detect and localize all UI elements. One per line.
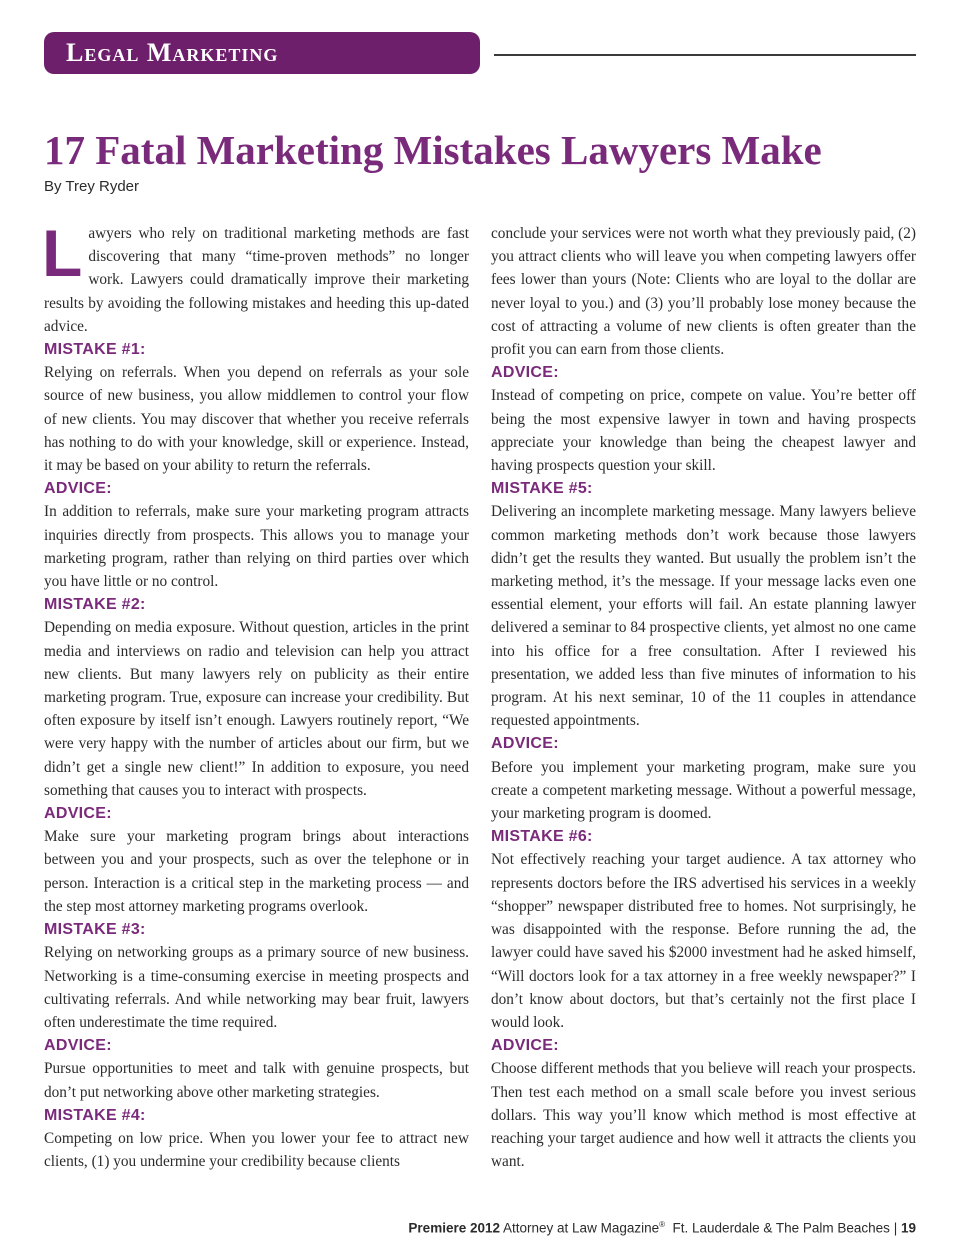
advice-1-text: In addition to referrals, make sure your marketing program attracts inquiries directly from prospects. This allows you to manage your marketing program, rather than relying on third parties over which you have little or no control. — [44, 503, 469, 591]
mistake-4-heading: MISTAKE #4: — [44, 1106, 146, 1124]
mistake-1-text: Relying on referrals. When you depend on referrals as your sole source of new business, you allow middlemen to control your flow of new clients. You may discover that whether you receive referrals has nothing to do with your knowledge, skill or experience. Instead, it may be based on your ability to return the referrals. — [44, 364, 469, 475]
footer-publication: Attorney at Law Magazine — [503, 1220, 660, 1236]
right-column — [491, 222, 916, 1173]
advice-4-text: Instead of competing on price, compete on value. You’re better off being the most expensive lawyer in town and having prospects appreciate your knowledge than being the cheapest lawyer and having prospects question your skill. — [491, 387, 916, 475]
advice-3-text: Pursue opportunities to meet and talk with genuine prospects, but don’t put networking above other marketing strategies. — [44, 1060, 469, 1101]
advice-6-text: Choose different methods that you believe will reach your prospects. Then test each method on a small scale before you invest serious dollars. This way you’ll know which method is most effective at reaching your target audience and how well it attracts the clients you want. — [491, 1060, 916, 1171]
mistake-1-heading: MISTAKE #1: — [44, 341, 146, 359]
advice-2-heading: ADVICE: — [44, 805, 112, 823]
footer-separator: | — [893, 1220, 898, 1236]
mistake-2-text: Depending on media exposure. Without question, articles in the print media and interviews on radio and television can help you attract new clients. But many lawyers rely on publicity as their entire marketing program. True, exposure can increase your credibility. But often exposure by itself isn’t enough. Lawyers routinely report, “We were very happy with the number of articles about our firm, but we didn’t get a single new client!” In addition to exposure, you need something that causes you to interact with prospects. — [44, 619, 469, 799]
mistake-2-heading: MISTAKE #2: — [44, 596, 146, 614]
mistake-3-heading: MISTAKE #3: — [44, 921, 146, 939]
advice-1-heading: ADVICE: — [44, 480, 112, 498]
mistake-5-text: Delivering an incomplete marketing message. Many lawyers believe common marketing methods don’t work because those lawyers didn’t get the results they wanted. But usually the problem isn’t the marketing method, it’s the message. If your message lacks even one essential element, your efforts will fail. An estate planning lawyer delivered a seminar to 84 prospective clients, yet almost no one came into his office for a free consultation. After I reviewed his presentation, we added less than five minutes of information to his program. At his next seminar, 10 of the 11 couples in attendance requested appointments. — [491, 503, 916, 730]
mistake-5-heading: MISTAKE #5: — [491, 480, 593, 498]
article-title: 17 Fatal Marketing Mistakes Lawyers Make — [44, 127, 822, 173]
drop-cap: L — [42, 216, 83, 290]
advice-4-heading: ADVICE: — [491, 364, 559, 382]
mistake-3-text: Relying on networking groups as a primary source of new business. Networking is a time-consuming exercise in meeting prospects and cultivating referrals. And while networking may bear fruit, lawyers often underestimate the time required. — [44, 944, 469, 1031]
intro-text: awyers who rely on traditional marketing methods are fast discovering that many “time-proven methods” no longer work. Lawyers could dramatically improve their marketing results by avoiding the following mistakes and heeding this up-dated advice. — [44, 225, 469, 335]
section-label: Legal Marketing — [66, 38, 279, 67]
mistake-4-continued-text: conclude your services were not worth what they previously paid, (2) you attract clients who will leave you when competing lawyers offer fees lower than yours (Note: Clients who are loyal to the dollar are never loyal to you.) and (3) you’ll probably lose money because the cost of attracting a volume of new clients is often greater than the profit you can earn from those clients. — [491, 225, 916, 359]
section-banner — [44, 32, 480, 74]
left-column — [42, 216, 469, 1173]
advice-3-heading: ADVICE: — [44, 1037, 112, 1055]
intro-paragraph — [42, 216, 469, 338]
byline: By Trey Ryder — [44, 178, 140, 195]
footer-issue: Premiere 2012 — [408, 1220, 500, 1236]
advice-2-text: Make sure your marketing program brings about interactions between you and your prospects, such as over the telephone or in person. Interaction is a critical step in the marketing process — and the step most attorney marketing programs overlook. — [44, 828, 469, 915]
page-footer — [408, 1220, 916, 1236]
advice-5-heading: ADVICE: — [491, 735, 559, 753]
footer-edition: Ft. Lauderdale & The Palm Beaches — [672, 1220, 890, 1236]
advice-6-heading: ADVICE: — [491, 1037, 559, 1055]
mistake-6-text: Not effectively reaching your target audience. A tax attorney who represents doctors before the IRS advertised his services in a weekly “shopper” newspaper distributed free to homes. Not surprisingly, he was disappointed with the response. Before running the ad, the lawyer could have saved his $2000 investment had he asked himself, “Will doctors look for a tax attorney in a free weekly newspaper?” I don’t know about doctors, but that’s certainly not the first place I would look. — [491, 851, 916, 1031]
header-rule — [494, 54, 916, 56]
advice-5-text: Before you implement your marketing program, make sure you create a competent marketing message. Without a powerful message, your marketing program is doomed. — [491, 758, 916, 823]
mistake-4-text: Competing on low price. When you lower your fee to attract new clients, (1) you undermine your credibility because clients — [44, 1129, 469, 1171]
page-number: 19 — [900, 1220, 916, 1236]
registered-mark: ® — [659, 1220, 666, 1229]
mistake-6-heading: MISTAKE #6: — [491, 828, 593, 846]
